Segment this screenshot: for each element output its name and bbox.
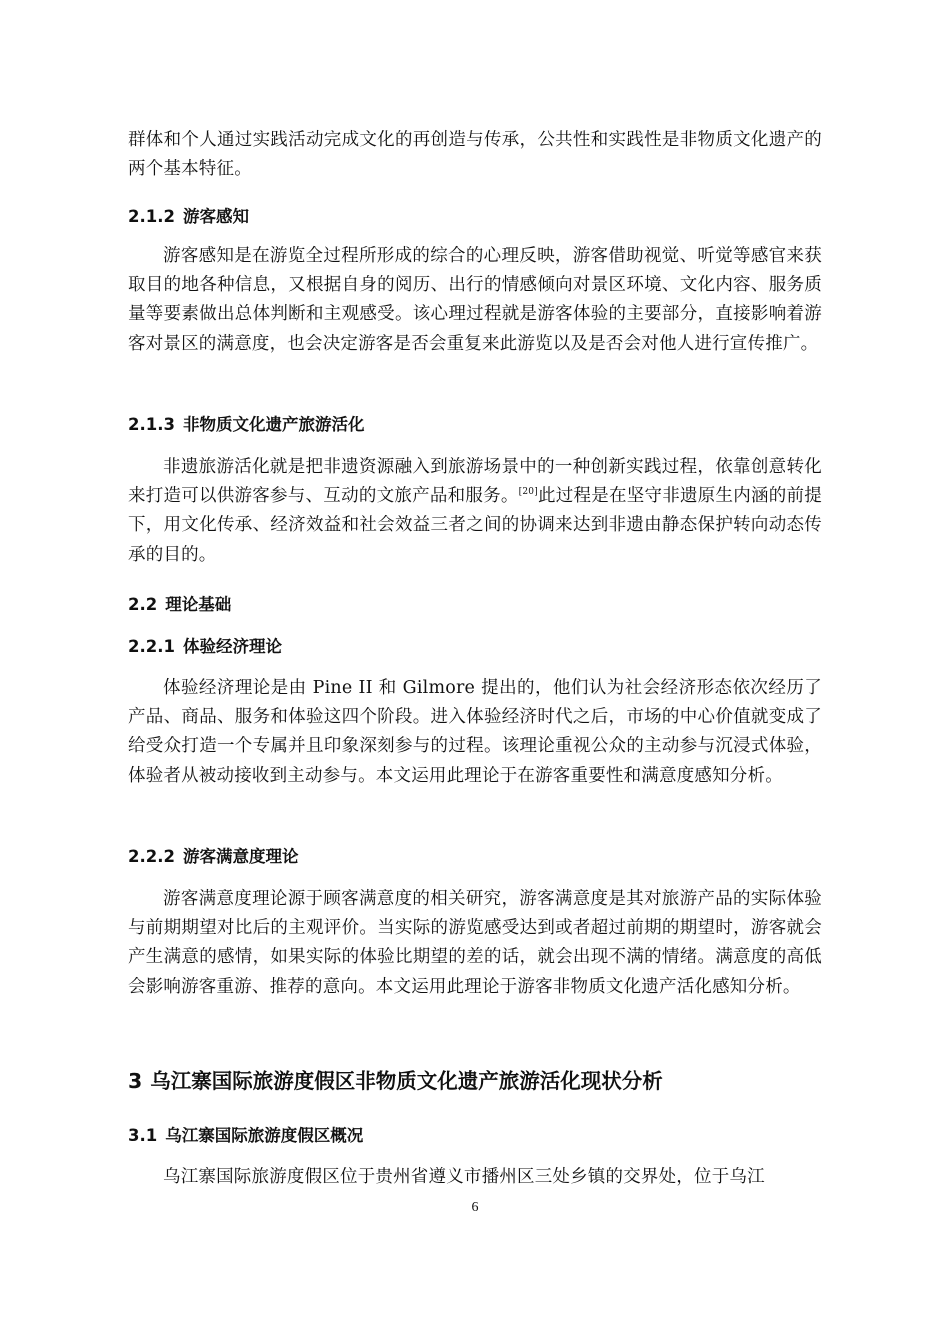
heading-number: 2.2.2 [128,847,175,866]
heading-2-1-2 [128,206,822,228]
heading-number: 3.1 [128,1126,158,1145]
heading-title: 体验经济理论 [182,637,282,656]
paragraph-text: 游客满意度理论源于顾客满意度的相关研究，游客满意度是其对旅游产品的实际体验与前期期望对比后的主观评价。当实际的游览感受达到或者超过前期的期望时，游客就会产生满意的感情，如果实际的体验比期望的差的话，就会出现不满的情绪。满意度的高低会影响游客重游、推荐的意向。本文运用此理论于游客非物质文化遗产活化感知分析。 [128,889,822,997]
paragraph-text: 非遗旅游活化就是把非遗资源融入到旅游场景中的一种创新实践过程，依靠创意转化来打造可以供游客参与、互动的文旅产品和服务。 [128,457,822,507]
paragraph-text: 群体和个人通过实践活动完成文化的再创造与传承，公共性和实践性是非物质文化遗产的两个基本特征。 [128,130,822,180]
paragraph-satisfaction-theory [128,885,822,1002]
page-number: 6 [471,1200,479,1215]
paragraph-text: 乌江寨国际旅游度假区位于贵州省遵义市播州区三处乡镇的交界处，位于乌江 [163,1167,765,1187]
paragraph-resort-overview [128,1163,822,1192]
paragraph-experience-economy [128,674,822,791]
paragraph-visitor-perception [128,242,822,359]
heading-number: 2.1.2 [128,207,175,226]
heading-title: 乌江寨国际旅游度假区非物质文化遗产旅游活化现状分析 [150,1069,663,1093]
heading-title: 游客满意度理论 [182,847,299,866]
paragraph-text: 游客感知是在游览全过程所形成的综合的心理反映，游客借助视觉、听觉等感官来获取目的地各种信息，又根据自身的阅历、出行的情感倾向对景区环境、文化内容、服务质量等要素做出总体判断和主观感受。该心理过程就是游客体验的主要部分，直接影响着游客对景区的满意度，也会决定游客是否会重复来此游览以及是否会对他人进行宣传推广。 [128,246,822,354]
heading-2-1-3 [128,414,822,436]
heading-number: 2.2 [128,595,158,614]
heading-3-1 [128,1125,822,1147]
paragraph-continued [128,126,822,184]
citation-ref: [20] [518,487,538,498]
heading-title: 乌江寨国际旅游度假区概况 [165,1126,364,1145]
heading-2-2-1 [128,636,822,658]
heading-chapter-3 [128,1068,822,1094]
heading-title: 游客感知 [182,207,249,226]
heading-title: 理论基础 [165,595,232,614]
heading-2-2-2 [128,846,822,868]
paragraph-text: 此过程是在坚守非遗原生内涵的前提下，用文化传承、经济效益和社会效益三者之间的协调来达到非遗由静态保护转向动态传承的目的。 [128,486,822,565]
paragraph-text: 体验经济理论是由 Pine II 和 Gilmore 提出的，他们认为社会经济形态依次经历了产品、商品、服务和体验这四个阶段。进入体验经济时代之后，市场的中心价值就变成了给受众打造一个专属并且印象深刻参与的过程。该理论重视公众的主动参与沉浸式体验，体验者从被动接收到主动参与。本文运用此理论于在游客重要性和满意度感知分析。 [128,678,822,786]
heading-number: 2.1.3 [128,415,175,434]
heading-number: 2.2.1 [128,637,175,656]
heading-number: 3 [128,1069,143,1093]
paragraph-heritage-activation [128,453,822,570]
heading-title: 非物质文化遗产旅游活化 [182,415,365,434]
heading-2-2 [128,594,822,616]
